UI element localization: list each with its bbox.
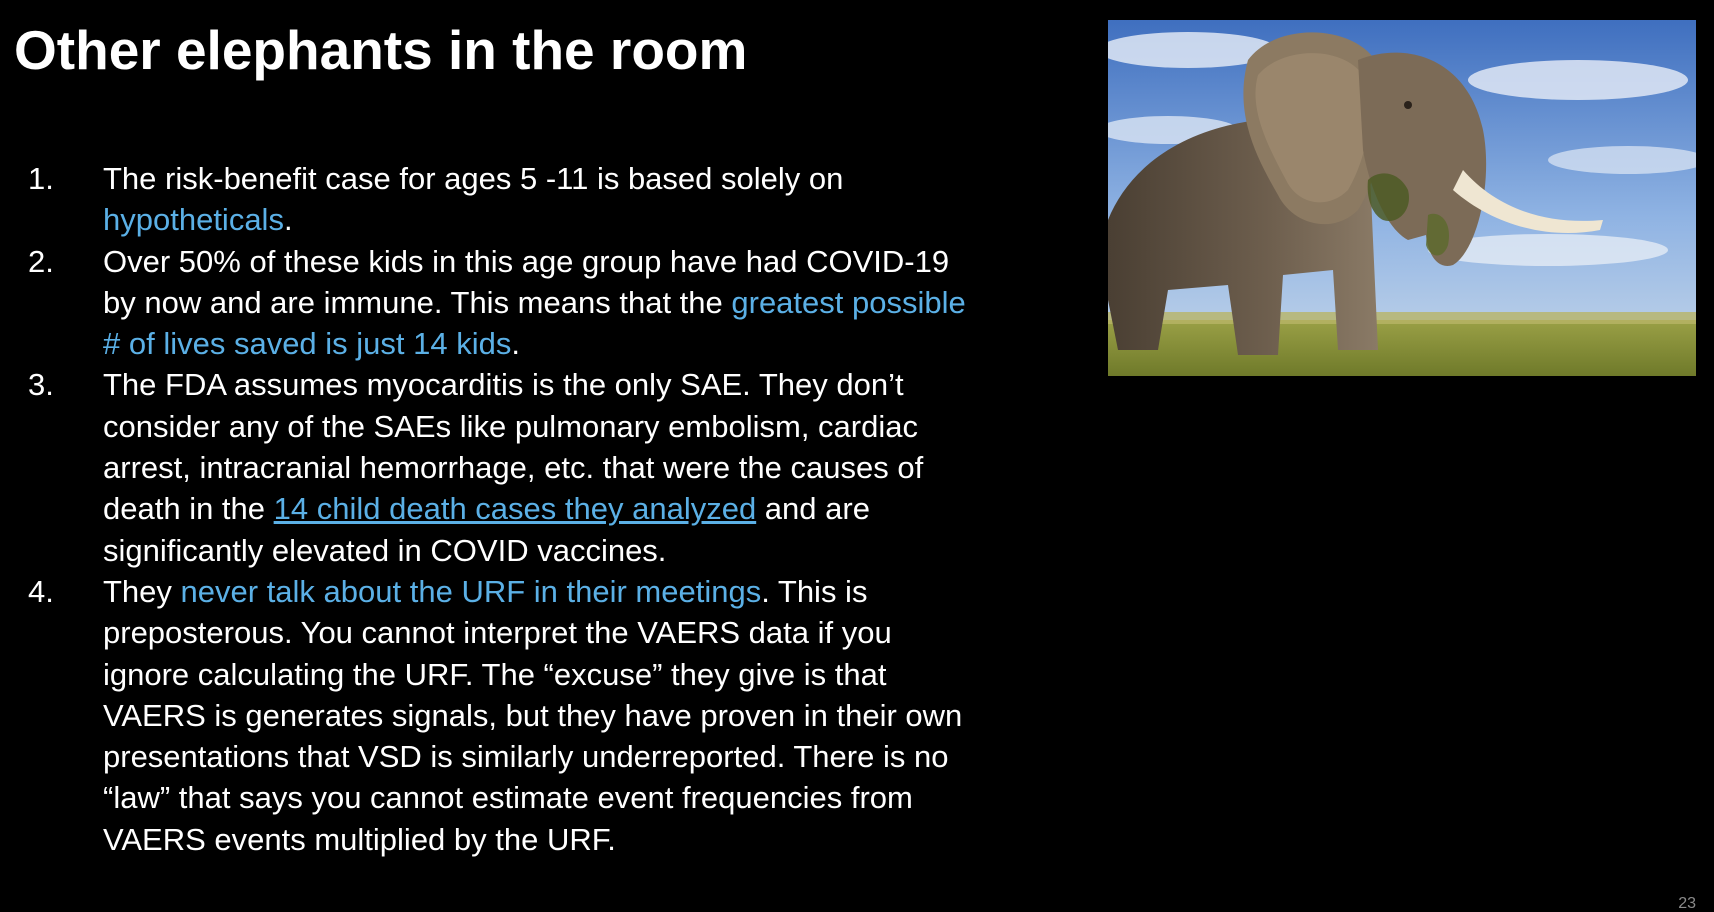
list-item-text — [103, 571, 1088, 860]
text-segment: significantly elevated in COVID vaccines. — [103, 532, 667, 568]
list-item — [28, 571, 1088, 860]
text-line — [103, 530, 1088, 571]
text-line — [103, 199, 1088, 240]
text-line — [103, 819, 1088, 860]
text-segment: consider any of the SAEs like pulmonary embolism, cardiac — [103, 408, 918, 444]
text-segment: by now and are immune. This means that the — [103, 284, 732, 320]
list-item — [28, 364, 1088, 570]
list-item-number: 3. — [28, 367, 54, 403]
list-item-text — [103, 241, 1088, 365]
text-segment: Over 50% of these kids in this age group have had COVID-19 — [103, 243, 950, 279]
elephant-photo-art — [1108, 20, 1696, 376]
text-line — [103, 447, 1088, 488]
text-line — [103, 777, 1088, 818]
text-segment: VAERS events multiplied by the URF. — [103, 821, 616, 857]
text-segment: . This is — [761, 573, 868, 609]
list-item-number: 2. — [28, 243, 54, 279]
text-line — [103, 158, 1088, 199]
highlighted-text: greatest possible — [731, 284, 966, 320]
text-segment: . — [511, 326, 520, 362]
text-segment: “law” that says you cannot estimate event frequencies from — [103, 780, 913, 816]
text-line — [103, 571, 1088, 612]
text-line — [103, 282, 1088, 323]
slide-number: 23 — [1678, 895, 1696, 912]
text-segment: and are — [756, 491, 870, 527]
text-line — [103, 654, 1088, 695]
text-line — [103, 241, 1088, 282]
text-line — [103, 323, 1088, 364]
bullet-list — [28, 158, 1088, 860]
text-line — [103, 736, 1088, 777]
highlighted-text: never talk about the URF in their meetings — [180, 573, 762, 609]
list-item-text — [103, 364, 1088, 570]
elephant-photo — [1108, 20, 1696, 376]
text-line — [103, 612, 1088, 653]
text-segment: The FDA assumes myocarditis is the only SAE. They don’t — [103, 367, 904, 403]
slide-title: Other elephants in the room — [14, 19, 748, 81]
text-segment: The risk-benefit case for ages 5 -11 is based solely on — [103, 161, 844, 196]
text-segment: They — [103, 573, 181, 609]
text-segment: arrest, intracranial hemorrhage, etc. that were the causes of — [103, 450, 924, 486]
text-line — [103, 364, 1088, 405]
highlighted-text: hypotheticals — [103, 202, 284, 238]
text-segment: . — [283, 202, 293, 238]
text-segment: presentations that VSD is similarly underreported. There is no — [103, 739, 949, 775]
highlighted-text: # of lives saved is just 14 kids — [103, 326, 512, 362]
list-item — [28, 158, 1088, 241]
text-segment: death in the — [103, 491, 274, 527]
hyperlink-text[interactable]: 14 child death cases they analyzed — [273, 491, 757, 527]
list-item-number: 1. — [28, 161, 54, 196]
text-line — [103, 488, 1088, 529]
text-segment: VAERS is generates signals, but they have proven in their own — [103, 697, 963, 733]
text-segment: preposterous. You cannot interpret the VAERS data if you — [103, 615, 892, 651]
list-item — [28, 241, 1088, 365]
text-line — [103, 695, 1088, 736]
text-line — [103, 406, 1088, 447]
list-item-text — [103, 158, 1088, 241]
text-segment: ignore calculating the URF. The “excuse” they give is that — [103, 656, 887, 692]
list-item-number: 4. — [28, 573, 54, 609]
